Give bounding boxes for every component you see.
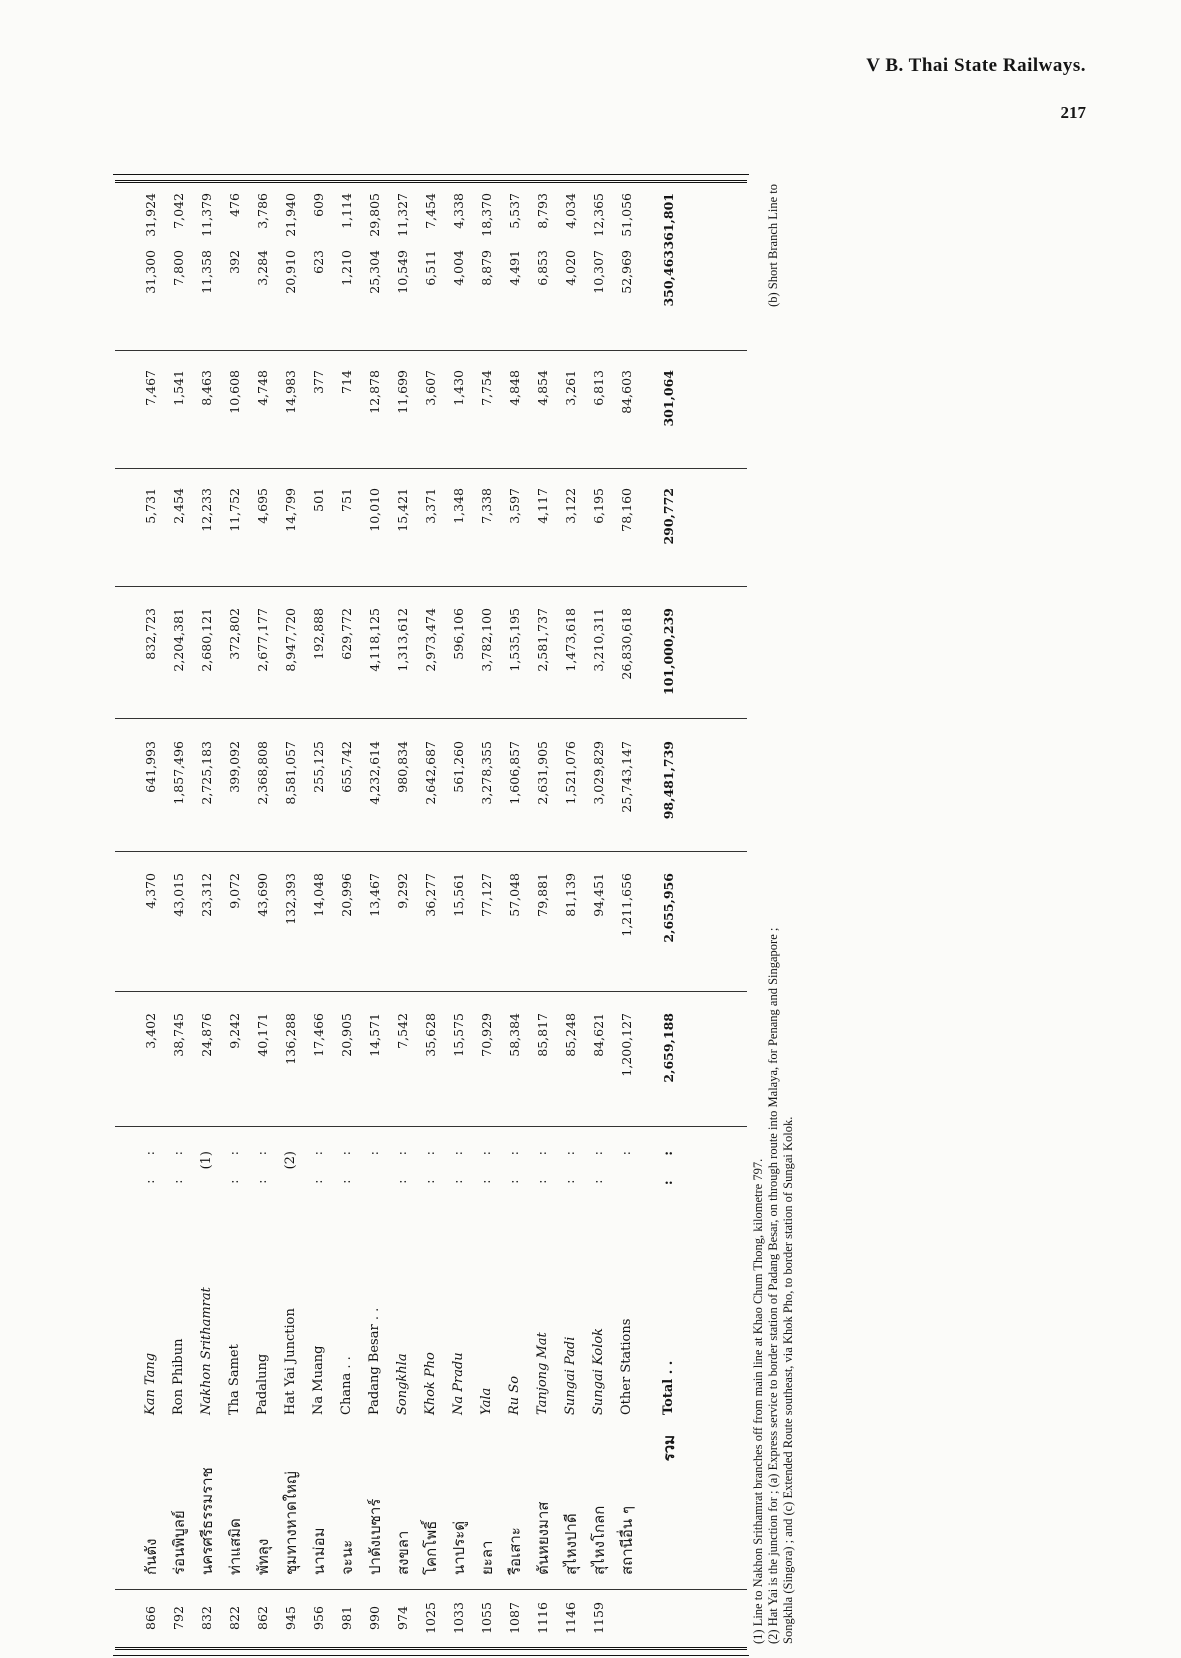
value-cell: 11,699 xyxy=(395,370,410,414)
leader-dots: : : xyxy=(479,1141,494,1184)
total-row xyxy=(655,183,683,1647)
thai-name-cell: ท่าแสมิด xyxy=(226,1518,244,1575)
total-label: Total . . xyxy=(661,1360,676,1415)
value-cell: 1,430 xyxy=(451,370,466,406)
leader-dots: : : xyxy=(451,1141,466,1184)
thai-name-cell: สถานีอื่น ๆ xyxy=(618,1505,636,1575)
value-cell: 832,723 xyxy=(143,608,158,660)
station-name-cell xyxy=(165,1133,193,1415)
station-name-cell xyxy=(333,1133,361,1415)
value-cell: 1,857,496 xyxy=(171,741,186,805)
value-cell: 2,204,381 xyxy=(171,608,186,672)
value-cell: 11,379 xyxy=(199,193,214,237)
value-cell: 6,511 xyxy=(423,250,438,286)
value-cell: 10,010 xyxy=(367,488,382,532)
value-cell: 8,793 xyxy=(535,193,550,229)
value-cell: 596,106 xyxy=(451,608,466,660)
value-cell: 40,171 xyxy=(255,1013,270,1057)
value-cell: 4,020 xyxy=(563,250,578,286)
station-name: Sungai Kolok xyxy=(591,1327,606,1415)
value-cell: 1,210 xyxy=(339,250,354,286)
value-cell: 25,304 xyxy=(367,250,382,294)
value-cell: 70,929 xyxy=(479,1013,494,1057)
total-value-cell: 301,064 xyxy=(661,370,676,427)
station-name-cell xyxy=(249,1133,277,1415)
value-cell: 3,122 xyxy=(563,488,578,524)
value-cell: 21,940 xyxy=(283,193,298,237)
value-cell: 51,056 xyxy=(619,193,634,237)
total-label-cell xyxy=(655,1133,683,1415)
leader-dots: : xyxy=(367,1141,382,1156)
value-cell: 8,463 xyxy=(199,370,214,406)
station-name-cell xyxy=(361,1133,389,1415)
thai-name-cell: นครศรีธรรมราช xyxy=(198,1467,216,1575)
value-cell: 7,754 xyxy=(479,370,494,406)
footnote-3: Songkhla (Singora) ; and (c) Extended Route southeast, via Khok Pho, to border station of Sungai Kolok. xyxy=(781,1116,795,1644)
value-cell: 2,725,183 xyxy=(199,741,214,805)
value-cell: 1,348 xyxy=(451,488,466,524)
leader-dots: : : xyxy=(227,1141,242,1184)
value-cell: 255,125 xyxy=(311,741,326,793)
footnote-2: (2) Hat Yai is the junction for ; (a) Express service to border station of Padang Besar, on through route into Malaya, for Penang and Singapore ; xyxy=(766,927,780,1644)
value-cell: 43,690 xyxy=(255,873,270,917)
km-cell: 1116 xyxy=(535,1602,550,1634)
value-cell: 9,072 xyxy=(227,873,242,909)
station-name: Songkhla xyxy=(395,1353,410,1415)
value-cell: 623 xyxy=(311,250,326,274)
leader-dots: : : xyxy=(507,1141,522,1184)
value-cell: 85,248 xyxy=(563,1013,578,1057)
station-name-cell xyxy=(501,1133,529,1415)
thai-name-cell: กันตัง xyxy=(142,1538,160,1575)
total-value-cell: 290,772 xyxy=(661,488,676,545)
total-value-cell: 350,463 xyxy=(661,250,676,307)
value-cell: 8,879 xyxy=(479,250,494,286)
value-cell: 14,048 xyxy=(311,873,326,917)
leader-dots: : : xyxy=(395,1141,410,1184)
thai-total-label: รวม xyxy=(660,1435,678,1462)
value-cell: 4,491 xyxy=(507,250,522,286)
station-name: Tanjong Mat xyxy=(535,1332,550,1415)
value-cell: 2,454 xyxy=(171,488,186,524)
station-traffic-table xyxy=(115,180,747,1650)
value-cell: 8,947,720 xyxy=(283,608,298,672)
value-cell: 2,368,808 xyxy=(255,741,270,805)
station-name: Na Pradu xyxy=(451,1352,466,1415)
value-cell: 3,597 xyxy=(507,488,522,524)
value-cell: 7,800 xyxy=(171,250,186,286)
leader-dots: : : xyxy=(339,1141,354,1184)
value-cell: 4,338 xyxy=(451,193,466,229)
station-name: Nakhon Srithamrat xyxy=(199,1287,214,1415)
page-number: 217 xyxy=(1060,103,1086,122)
km-cell: 1025 xyxy=(423,1602,438,1634)
leader-dots: : : xyxy=(255,1141,270,1184)
value-cell: 4,854 xyxy=(535,370,550,406)
value-cell: 6,853 xyxy=(535,250,550,286)
station-name-cell xyxy=(193,1133,221,1415)
km-cell: 990 xyxy=(367,1606,382,1630)
km-cell: 956 xyxy=(311,1606,326,1630)
leader-dots: : : xyxy=(591,1141,606,1184)
station-name-cell xyxy=(473,1133,501,1415)
footnote-ref: (1) xyxy=(199,1151,214,1170)
value-cell: 43,015 xyxy=(171,873,186,917)
value-cell: 20,905 xyxy=(339,1013,354,1057)
value-cell: 25,743,147 xyxy=(619,741,634,813)
value-cell: 2,581,737 xyxy=(535,608,550,672)
table-row xyxy=(417,183,445,1647)
value-cell: 392 xyxy=(227,250,242,274)
value-cell: 36,277 xyxy=(423,873,438,917)
table-row xyxy=(361,183,389,1647)
value-cell: 31,924 xyxy=(143,193,158,237)
value-cell: 4,034 xyxy=(563,193,578,229)
value-cell: 3,029,829 xyxy=(591,741,606,805)
value-cell: 372,802 xyxy=(227,608,242,660)
value-cell: 9,242 xyxy=(227,1013,242,1049)
km-cell: 1055 xyxy=(479,1602,494,1634)
value-cell: 4,848 xyxy=(507,370,522,406)
leader-dots: : xyxy=(619,1141,634,1156)
value-cell: 1,606,857 xyxy=(507,741,522,805)
km-cell: 945 xyxy=(283,1606,298,1630)
station-name-cell xyxy=(557,1133,585,1415)
station-name: Kan Tang xyxy=(143,1352,158,1415)
station-name: Khok Pho xyxy=(423,1352,438,1415)
value-cell: 14,983 xyxy=(283,370,298,414)
value-cell: 4,004 xyxy=(451,250,466,286)
table-row xyxy=(165,183,193,1647)
value-cell: 655,742 xyxy=(339,741,354,793)
station-name: Tha Samet xyxy=(227,1344,242,1415)
value-cell: 18,370 xyxy=(479,193,494,237)
value-cell: 4,118,125 xyxy=(367,608,382,672)
station-name-cell xyxy=(529,1133,557,1415)
value-cell: 3,402 xyxy=(143,1013,158,1049)
value-cell: 12,365 xyxy=(591,193,606,237)
value-cell: 7,454 xyxy=(423,193,438,229)
value-cell: 1,535,195 xyxy=(507,608,522,672)
value-cell: 1,521,076 xyxy=(563,741,578,805)
table-row xyxy=(193,183,221,1647)
value-cell: 3,210,311 xyxy=(591,608,606,672)
total-value-cell: 2,659,188 xyxy=(661,1013,676,1083)
table-row xyxy=(585,183,613,1647)
value-cell: 3,371 xyxy=(423,488,438,524)
value-cell: 17,466 xyxy=(311,1013,326,1057)
value-cell: 7,338 xyxy=(479,488,494,524)
value-cell: 501 xyxy=(311,488,326,512)
value-cell: 192,888 xyxy=(311,608,326,660)
value-cell: 11,358 xyxy=(199,250,214,294)
value-cell: 377 xyxy=(311,370,326,394)
value-cell: 3,786 xyxy=(255,193,270,229)
station-name: Padalung xyxy=(255,1353,270,1415)
value-cell: 1,114 xyxy=(339,193,354,229)
value-cell: 3,782,100 xyxy=(479,608,494,672)
value-cell: 5,731 xyxy=(143,488,158,524)
km-cell: 1159 xyxy=(591,1602,606,1634)
footnotes xyxy=(751,184,796,1644)
value-cell: 26,830,618 xyxy=(619,608,634,680)
value-cell: 6,195 xyxy=(591,488,606,524)
thai-name-cell: โคกโพธิ์ xyxy=(422,1520,440,1575)
value-cell: 4,232,614 xyxy=(367,741,382,805)
station-name: Chana . . xyxy=(339,1356,354,1415)
value-cell: 15,575 xyxy=(451,1013,466,1057)
value-cell: 629,772 xyxy=(339,608,354,660)
value-cell: 476 xyxy=(227,193,242,217)
value-cell: 1,200,127 xyxy=(619,1013,634,1077)
leader-dots: : : xyxy=(563,1141,578,1184)
value-cell: 751 xyxy=(339,488,354,512)
value-cell: 2,677,177 xyxy=(255,608,270,672)
thai-name-cell: ยะลา xyxy=(478,1540,496,1575)
station-name-cell xyxy=(277,1133,305,1415)
value-cell: 12,233 xyxy=(199,488,214,532)
value-cell: 9,292 xyxy=(395,873,410,909)
value-cell: 399,092 xyxy=(227,741,242,793)
value-cell: 12,878 xyxy=(367,370,382,414)
value-cell: 4,117 xyxy=(535,488,550,524)
km-cell xyxy=(613,1599,641,1637)
value-cell: 1,313,612 xyxy=(395,608,410,672)
footnote-1: (1) Line to Nakhon Srithamrat branches off from main line at Khao Chum Thong, kilometre 797. xyxy=(751,1158,765,1644)
value-cell: 29,805 xyxy=(367,193,382,237)
value-cell: 7,542 xyxy=(395,1013,410,1049)
station-name: Hat Yai Junction xyxy=(283,1308,298,1415)
thai-name-cell: นาม่อม xyxy=(310,1527,328,1575)
station-name-cell xyxy=(613,1133,641,1415)
km-cell: 1033 xyxy=(451,1602,466,1634)
value-cell: 132,393 xyxy=(283,873,298,925)
station-name-cell xyxy=(389,1133,417,1415)
value-cell: 609 xyxy=(311,193,326,217)
value-cell: 35,628 xyxy=(423,1013,438,1057)
table-row xyxy=(445,183,473,1647)
station-name: Sungai Padi xyxy=(563,1336,578,1415)
station-name: Padang Besar . . xyxy=(367,1307,382,1415)
thai-name-cell: ร่อนพิบูลย์ xyxy=(170,1510,188,1575)
value-cell: 5,537 xyxy=(507,193,522,229)
table-row xyxy=(221,183,249,1647)
thai-name-cell: จะนะ xyxy=(338,1539,356,1575)
value-cell: 1,541 xyxy=(171,370,186,406)
value-cell: 20,996 xyxy=(339,873,354,917)
thai-name-cell: สุไหงโกลก xyxy=(590,1505,608,1575)
value-cell: 3,261 xyxy=(563,370,578,406)
station-name: Yala xyxy=(479,1387,494,1415)
value-cell: 3,607 xyxy=(423,370,438,406)
value-cell: 58,384 xyxy=(507,1013,522,1057)
leader-dots: : : xyxy=(423,1141,438,1184)
table-row xyxy=(333,183,361,1647)
value-cell: 81,139 xyxy=(563,873,578,917)
value-cell: 2,642,687 xyxy=(423,741,438,805)
leader-dots: : : xyxy=(535,1141,550,1184)
station-name-cell xyxy=(305,1133,333,1415)
value-cell: 714 xyxy=(339,370,354,394)
total-value-cell: 361,801 xyxy=(661,193,676,250)
km-cell: 981 xyxy=(339,1606,354,1630)
km-cell: 866 xyxy=(143,1606,158,1630)
table-row xyxy=(389,183,417,1647)
value-cell: 79,881 xyxy=(535,873,550,917)
km-cell: 792 xyxy=(171,1606,186,1630)
station-name: Ron Phibun xyxy=(171,1338,186,1415)
table-row xyxy=(137,183,165,1647)
station-name: Na Muang xyxy=(311,1345,326,1415)
total-value-cell: 98,481,739 xyxy=(661,741,676,820)
table-row xyxy=(501,183,529,1647)
value-cell: 15,561 xyxy=(451,873,466,917)
km-cell: 1087 xyxy=(507,1602,522,1634)
value-cell: 8,581,057 xyxy=(283,741,298,805)
value-cell: 7,042 xyxy=(171,193,186,229)
footnote-2-line xyxy=(766,184,781,1644)
leader-dots: : : xyxy=(171,1141,186,1184)
value-cell: 20,910 xyxy=(283,250,298,294)
km-cell: 832 xyxy=(199,1606,214,1630)
value-cell: 2,631,905 xyxy=(535,741,550,805)
value-cell: 1,473,618 xyxy=(563,608,578,672)
value-cell: 4,748 xyxy=(255,370,270,406)
thai-name-cell: พัทลุง xyxy=(254,1538,272,1575)
table-row xyxy=(249,183,277,1647)
km-cell: 862 xyxy=(255,1606,270,1630)
value-cell: 85,817 xyxy=(535,1013,550,1057)
leader-dots: : : xyxy=(661,1141,676,1186)
km-cell: 1146 xyxy=(563,1602,578,1634)
thai-name-cell: นาประดู่ xyxy=(450,1520,468,1575)
value-cell: 57,048 xyxy=(507,873,522,917)
value-cell: 78,160 xyxy=(619,488,634,532)
value-cell: 14,799 xyxy=(283,488,298,532)
running-header: V B. Thai State Railways. xyxy=(866,55,1086,76)
leader-dots: : : xyxy=(143,1141,158,1184)
thai-name-cell: ปาดังเบซาร์ xyxy=(366,1498,384,1575)
table-row xyxy=(529,183,557,1647)
value-cell: 2,680,121 xyxy=(199,608,214,672)
value-cell: 84,621 xyxy=(591,1013,606,1057)
station-name-cell xyxy=(417,1133,445,1415)
table-row xyxy=(473,183,501,1647)
value-cell: 52,969 xyxy=(619,250,634,294)
station-name: Other Stations xyxy=(619,1318,634,1415)
table-row xyxy=(613,183,641,1647)
value-cell: 15,421 xyxy=(395,488,410,532)
leader-dots: : : xyxy=(311,1141,326,1184)
thai-name-cell: ชุมทางหาดใหญ่ xyxy=(282,1471,300,1575)
thai-name-cell: สงขลา xyxy=(394,1530,412,1575)
value-cell: 84,603 xyxy=(619,370,634,414)
value-cell: 10,549 xyxy=(395,250,410,294)
value-cell: 38,745 xyxy=(171,1013,186,1057)
station-name-cell xyxy=(137,1133,165,1415)
value-cell: 1,211,656 xyxy=(619,873,634,937)
value-cell: 11,327 xyxy=(395,193,410,237)
footnote-2b: (b) Short Branch Line to xyxy=(766,184,780,307)
total-value-cell: 2,655,956 xyxy=(661,873,676,943)
value-cell: 94,451 xyxy=(591,873,606,917)
value-cell: 980,834 xyxy=(395,741,410,793)
km-cell: 822 xyxy=(227,1606,242,1630)
value-cell: 561,260 xyxy=(451,741,466,793)
value-cell: 10,608 xyxy=(227,370,242,414)
value-cell: 641,993 xyxy=(143,741,158,793)
value-cell: 2,973,474 xyxy=(423,608,438,672)
station-name: Ru So xyxy=(507,1375,522,1415)
rotated-table-area xyxy=(115,175,795,1650)
value-cell: 6,813 xyxy=(591,370,606,406)
value-cell: 11,752 xyxy=(227,488,242,532)
value-cell: 4,370 xyxy=(143,873,158,909)
table-row xyxy=(277,183,305,1647)
value-cell: 3,278,355 xyxy=(479,741,494,805)
value-cell: 23,312 xyxy=(199,873,214,917)
value-cell: 13,467 xyxy=(367,873,382,917)
station-name-cell xyxy=(445,1133,473,1415)
value-cell: 31,300 xyxy=(143,250,158,294)
footnote-ref: (2) xyxy=(283,1151,298,1170)
thai-name-cell: รือเสาะ xyxy=(506,1527,524,1575)
value-cell: 10,307 xyxy=(591,250,606,294)
thai-name-cell: สุไหงปาดี xyxy=(562,1513,580,1575)
total-value-cell: 101,000,239 xyxy=(661,608,676,695)
value-cell: 14,571 xyxy=(367,1013,382,1057)
thai-name-cell: ตันหยงมาส xyxy=(534,1501,552,1575)
table-row xyxy=(305,183,333,1647)
value-cell: 3,284 xyxy=(255,250,270,286)
km-cell: 974 xyxy=(395,1606,410,1630)
value-cell: 24,876 xyxy=(199,1013,214,1057)
station-name-cell xyxy=(221,1133,249,1415)
table-row xyxy=(557,183,585,1647)
value-cell: 7,467 xyxy=(143,370,158,406)
station-name-cell xyxy=(585,1133,613,1415)
value-cell: 77,127 xyxy=(479,873,494,917)
value-cell: 136,288 xyxy=(283,1013,298,1065)
value-cell: 4,695 xyxy=(255,488,270,524)
